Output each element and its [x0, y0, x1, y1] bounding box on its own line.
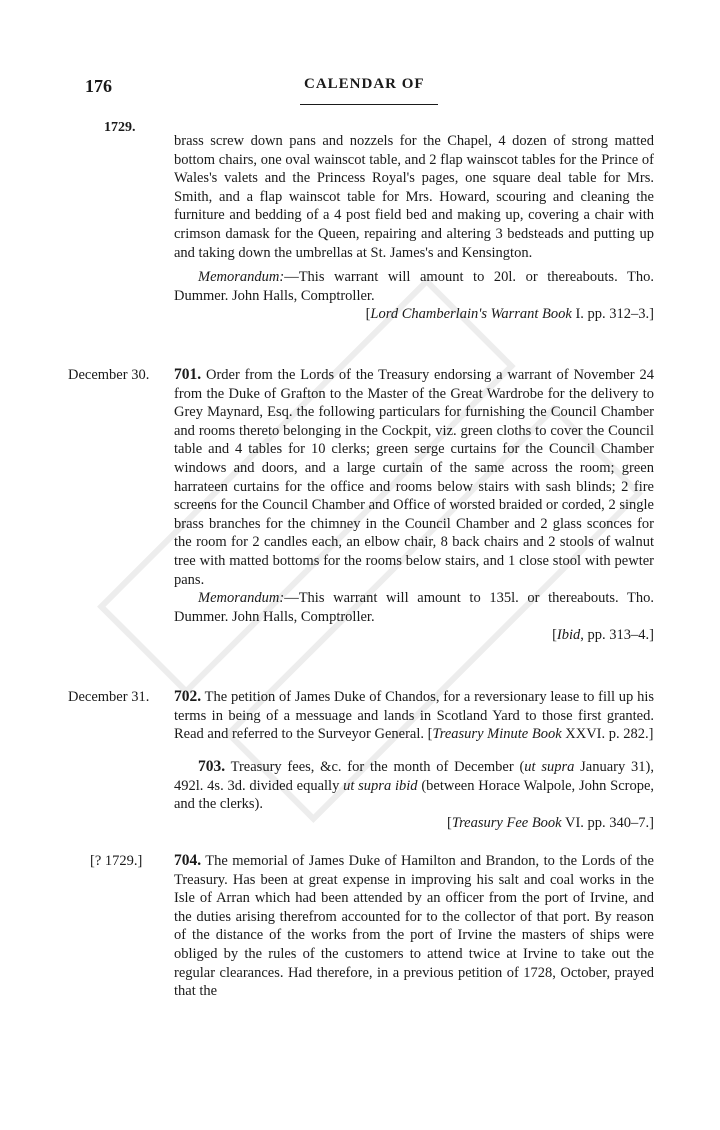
continuation-memo [174, 268, 654, 305]
memo-label: Memorandum: [198, 590, 285, 607]
entry-citation: [Treasury Fee Book VI. pp. 340–7.] [446, 814, 654, 831]
entry-citation: [Ibid, pp. 313–4.] [552, 627, 654, 644]
continuation-block [174, 132, 654, 324]
entry-text: Order from the Lords of the Treasury endorsing a warrant of November 24 from the Duke of Grafton to the Master of the Great Wardrobe for the delivery to Grey Maynard, Esq. the following particulars for furnishing the Council Chamber and rooms thereto belonging in the Cockpit, viz. green cloths to cover the Council table and 4 tables for 10 clerks; green serge curtains for the Council Chamber windows and doors, and a large curtain of the same across the room; green harrateen curtains for the office and rooms below stairs with sash blinds; 2 fire screens for the Council Chamber and Office of worsted braided or corded, 2 single brass branches for the chimney in the Council Chamber and 2 glass sconces for the room for 2 candles each, an elbow chair, 8 back chairs and 2 stools of walnut tree with matted bottoms for the rooms below stairs, and 1 close stool with pewter pans. [174, 367, 654, 588]
entry-number: 704. [174, 852, 202, 869]
entry-number: 703. [198, 758, 226, 775]
margin-date-702: December 31. [68, 689, 150, 705]
memo-label: Memorandum: [198, 269, 285, 286]
citation-ref: XXVI. p. 282.] [561, 726, 654, 743]
entry-number: 701. [174, 366, 202, 383]
entry-701 [174, 366, 654, 645]
citation-ref: VI. pp. 340–7.] [561, 814, 654, 831]
memo-text: —This warrant will amount to 20l. or thereabouts. Tho. Dummer. John Halls, Comptroller. [174, 269, 654, 304]
entry-text: The memorial of James Duke of Hamilton and Brandon, to the Lords of the Treasury. Has been at great expense in improving his salt and coal works in the Isle of Arran which had been attended by an officer from the port of Irvine, and the duties arising therefrom accounted for to the collector of that port. By reason of the distance of the works from the port of Irvine the masters of ships were obliged by the rules of the customers to attend twice at Irvine to take out the regular clearances. Had therefore, in a previous petition of 1728, October, prayed that the [174, 853, 654, 1000]
margin-date-701: December 30. [68, 367, 150, 383]
citation-ref: I. pp. 312–3.] [571, 306, 654, 323]
citation-source: Treasury Fee Book [451, 814, 562, 831]
entry-text-italic: ut supra [524, 759, 575, 775]
entry-703 [174, 758, 654, 832]
page-number: 176 [85, 76, 112, 96]
entry-text: (between Horace Walpole, John Scrope, and the clerks). [174, 777, 655, 813]
memo-text: —This warrant will amount to 135l. or thereabouts. Tho. Dummer. John Halls, Comptroller. [174, 590, 654, 625]
running-head: CALENDAR OF [304, 76, 425, 92]
margin-date-704: [? 1729.] [90, 853, 143, 869]
entry-number: 702. [174, 688, 202, 705]
margin-year: 1729. [104, 120, 136, 135]
entry-text-italic: ut supra ibid [343, 777, 418, 794]
entry-text: Treasury fees, &c. for the month of December ( [225, 759, 525, 775]
entry-704 [174, 852, 654, 1001]
citation-source: Ibid [556, 627, 581, 644]
entry-memo [174, 589, 654, 626]
citation-source: Treasury Minute Book [432, 726, 562, 743]
entry-text: The petition of James Duke of Chandos, for a reversionary lease to fill up his terms in being of a messuage and lands in Scotland Yard to those first granted. Read and referred to the Surveyor General. [174, 689, 654, 743]
header-rule [300, 104, 438, 105]
citation-ref: , pp. 313–4.] [580, 627, 654, 644]
entry-text: January 31), 492l. 4s. 3d. divided equally [174, 759, 654, 794]
entry-702: 702. The petition of James Duke of Chandos, for a reversionary lease to fill up his terms in being of a messuage and lands in Scotland Yard to those first granted. Read and referred to the Surveyor General. [Treasury Minute Book XXVI. p. 282.] [174, 688, 654, 743]
continuation-citation: [Lord Chamberlain's Warrant Book I. pp. 312–3.] [365, 306, 654, 323]
citation-source: Lord Chamberlain's Warrant Book [370, 306, 572, 323]
continuation-text: brass screw down pans and nozzels for the Chapel, 4 dozen of strong matted bottom chairs, one oval wainscot table, and 2 flap wainscot tables for the Prince of Wales's valets and the Princess Royal's pages, one square deal table for Mrs. Smith, and a flap wainscot table for Mrs. Howard, scouring and cleaning the furniture and bedding of a 4 post field bed and making up, covering a chair with crimson damask for the Queen, repairing and altering 3 bedsteads and putting up and taking down the umbrellas at St. James's and Kensington. [174, 133, 654, 261]
